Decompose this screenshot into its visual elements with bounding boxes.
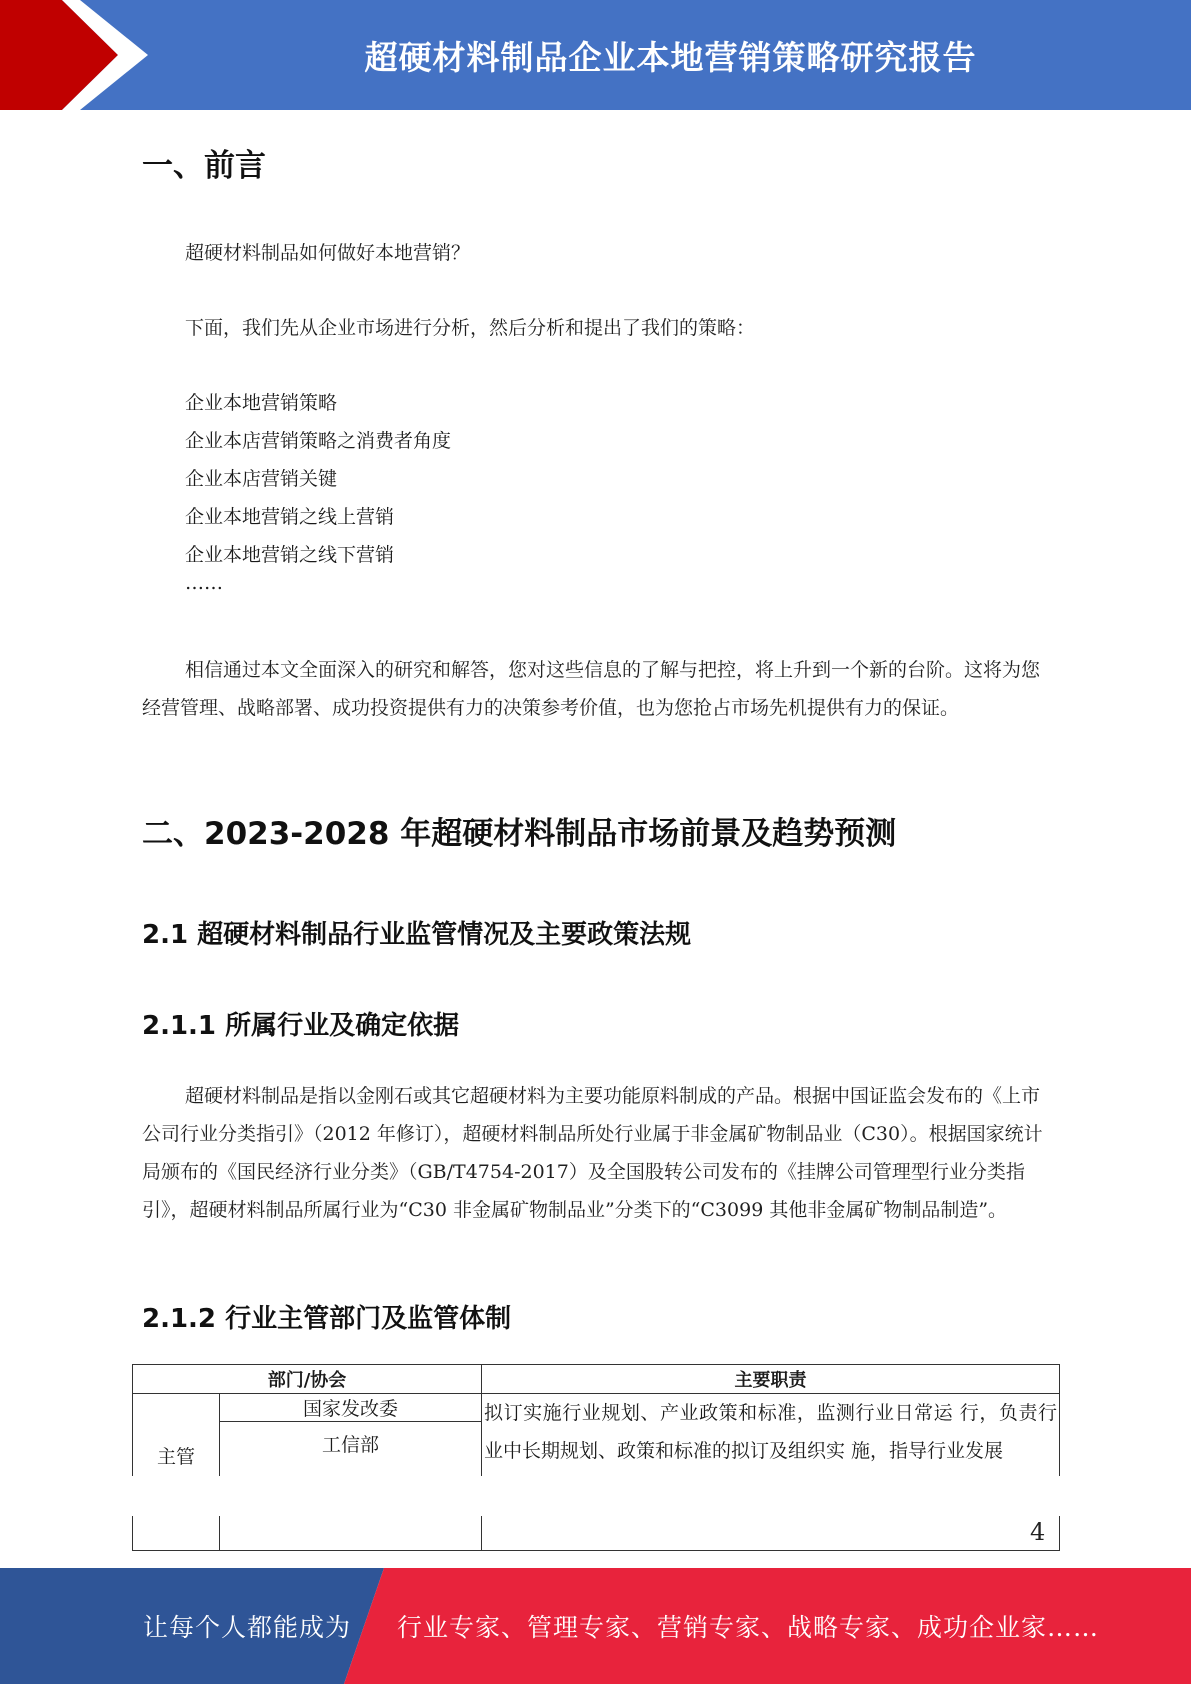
footer-slogan-right: 行业专家、管理专家、营销专家、战略专家、成功企业家…… — [397, 1613, 1100, 1642]
dept-cell: 国家发改委 — [220, 1394, 482, 1422]
section1-heading: 一、前言 — [142, 148, 266, 184]
subsection-2-1-heading: 2.1 超硬材料制品行业监管情况及主要政策法规 — [142, 920, 692, 950]
list-item: …… — [185, 572, 223, 594]
column-header-duty: 主要职责 — [482, 1365, 1060, 1394]
header-chevron-decoration — [0, 0, 160, 110]
list-item: 企业本地营销策略 — [185, 392, 338, 414]
page-footer — [0, 1568, 1191, 1684]
regulatory-table — [132, 1364, 1060, 1551]
industry-basis-paragraph: 超硬材料制品是指以金刚石或其它超硬材料为主要功能原料制成的产品。根据中国证监会发布的《上市公司行业分类指引》（2012 年修订），超硬材料制品所处行业属于非金属矿物制品业（C30）。根据国家统计局颁布的《国民经济行业分类》（GB/T4754-2017）及全国股转公司发布的《挂牌公司管理型行业分类指引》，超硬材料制品所属行业为“C30 非金属矿物制品业”分类下的“C3099 其他非金属矿物制品制造”。 — [142, 1085, 1043, 1221]
section1-question: 超硬材料制品如何做好本地营销？ — [185, 242, 471, 264]
page-header — [0, 0, 1191, 110]
list-item: 企业本店营销策略之消费者角度 — [185, 430, 452, 452]
section1-intro: 下面，我们先从企业市场进行分析，然后分析和提出了我们的策略： — [185, 317, 756, 339]
subsection-2-1-1-heading: 2.1.1 所属行业及确定依据 — [142, 1011, 460, 1041]
footer-slogan-left: 让每个人都能成为 — [143, 1613, 352, 1642]
subsection-2-1-2-heading: 2.1.2 行业主管部门及监管体制 — [142, 1304, 512, 1334]
list-item: 企业本地营销之线下营销 — [185, 544, 395, 566]
column-header-dept: 部门/协会 — [133, 1365, 482, 1394]
page-number: 4 — [1030, 1518, 1046, 1546]
list-item: 企业本店营销关键 — [185, 468, 338, 490]
section1-closing: 相信通过本文全面深入的研究和解答，您对这些信息的了解与把控，将上升到一个新的台阶。这将为您经营管理、战略部署、成功投资提供有力的决策参考价值，也为您抢占市场先机提供有力的保证。 — [142, 659, 1041, 719]
duty-cell: 拟订实施行业规划、产业政策和标准，监测行业日常运 行，负责行业中长期规划、政策和标准的拟订及组织实 施，指导行业发展 — [482, 1394, 1060, 1551]
strategy-list — [185, 384, 451, 602]
table-header-row — [133, 1365, 1060, 1394]
page-break-mask — [120, 1476, 1080, 1516]
report-title: 超硬材料制品企业本地营销策略研究报告 — [364, 37, 977, 77]
list-item: 企业本地营销之线上营销 — [185, 506, 395, 528]
section2-heading: 二、2023-2028 年超硬材料制品市场前景及趋势预测 — [142, 816, 897, 852]
table-row — [133, 1394, 1060, 1422]
dept-cell: 工信部 — [220, 1422, 482, 1551]
group-label-cell: 主管 — [133, 1394, 220, 1551]
